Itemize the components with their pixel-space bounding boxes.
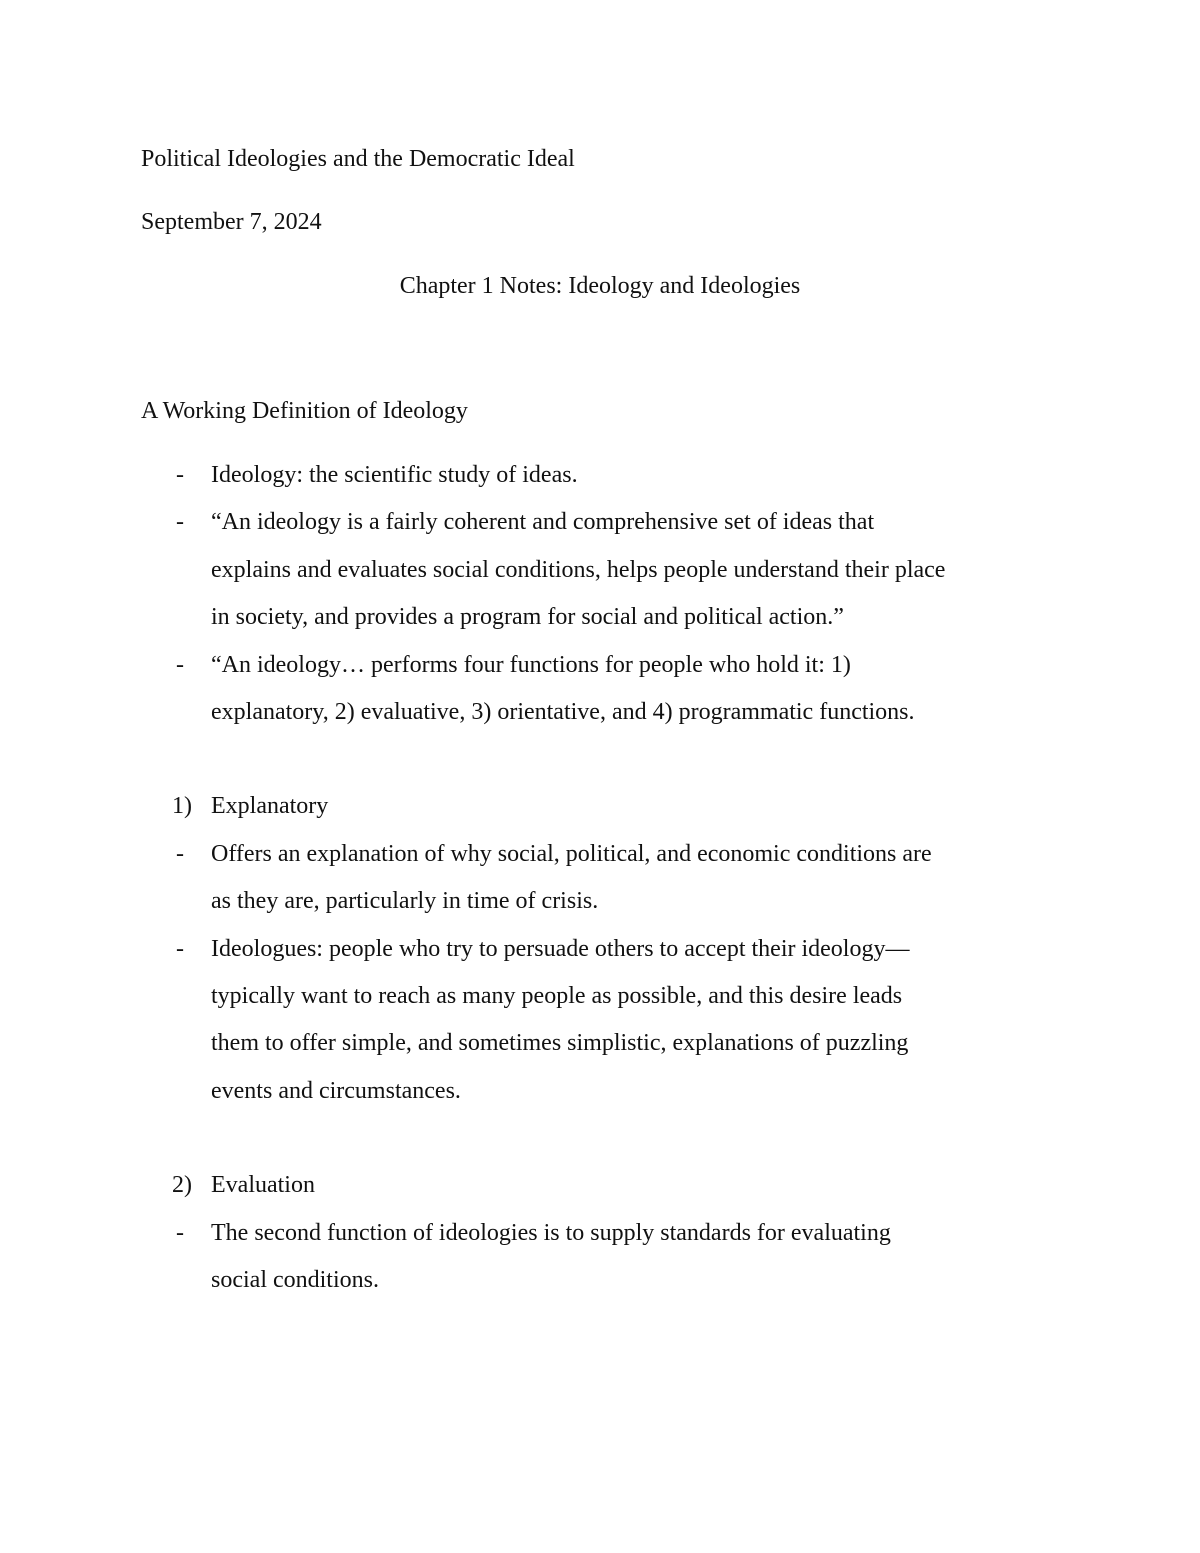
bullet-marker: - — [176, 841, 184, 867]
bullet-text-line: as they are, particularly in time of crisis. — [211, 888, 599, 914]
bullet-marker: - — [176, 652, 184, 678]
section-heading-definition: A Working Definition of Ideology — [141, 398, 468, 424]
bullet-marker: - — [176, 509, 184, 535]
document-date: September 7, 2024 — [141, 209, 322, 235]
bullet-text-line: “An ideology is a fairly coherent and comprehensive set of ideas that — [211, 509, 875, 535]
bullet-text-line: social conditions. — [211, 1267, 379, 1293]
bullet-text-line: explains and evaluates social conditions, helps people understand their place — [211, 557, 946, 583]
section-heading-evaluation: Evaluation — [211, 1172, 315, 1198]
bullet-text-line: events and circumstances. — [211, 1078, 461, 1104]
bullet-text-line: Offers an explanation of why social, political, and economic conditions are — [211, 841, 932, 867]
bullet-text-line: typically want to reach as many people as possible, and this desire leads — [211, 983, 903, 1009]
bullet-text-line: The second function of ideologies is to supply standards for evaluating — [211, 1220, 891, 1246]
bullet-text-line: explanatory, 2) evaluative, 3) orientative, and 4) programmatic functions. — [211, 699, 915, 725]
bullet-text-line: Ideology: the scientific study of ideas. — [211, 462, 578, 488]
chapter-title: Chapter 1 Notes: Ideology and Ideologies — [399, 273, 801, 299]
section-number: 2) — [172, 1172, 192, 1198]
bullet-text-line: in society, and provides a program for social and political action.” — [211, 604, 844, 630]
bullet-marker: - — [176, 462, 184, 488]
section-number: 1) — [172, 793, 192, 819]
course-title: Political Ideologies and the Democratic Ideal — [141, 146, 575, 172]
bullet-text-line: “An ideology… performs four functions for people who hold it: 1) — [211, 652, 851, 678]
bullet-marker: - — [176, 1220, 184, 1246]
bullet-marker: - — [176, 936, 184, 962]
bullet-text-line: Ideologues: people who try to persuade others to accept their ideology— — [211, 936, 910, 962]
bullet-text-line: them to offer simple, and sometimes simplistic, explanations of puzzling — [211, 1030, 909, 1056]
section-heading-explanatory: Explanatory — [211, 793, 329, 819]
